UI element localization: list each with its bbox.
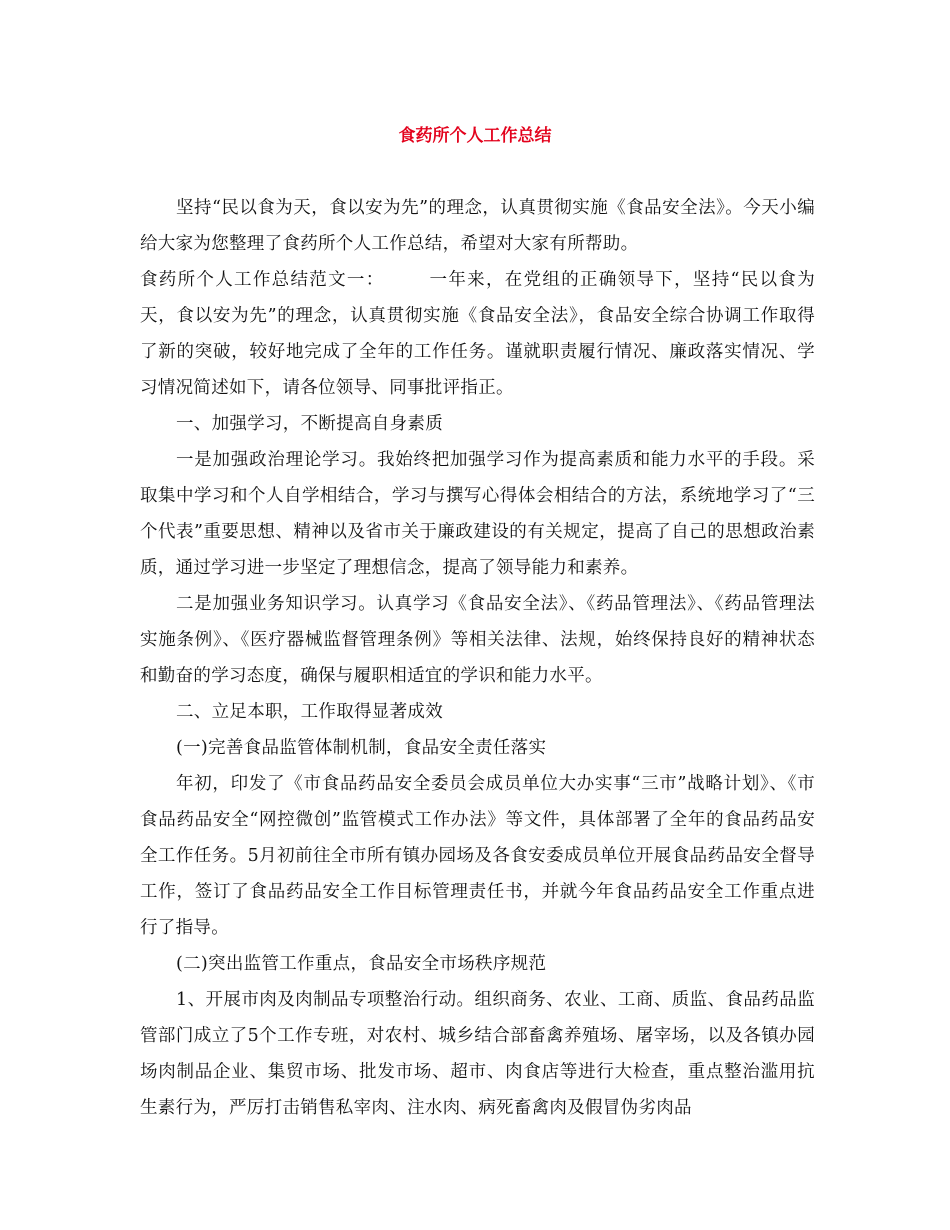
sample-paragraph bbox=[140, 262, 815, 406]
section1-paragraph-1: 一是加强政治理论学习。我始终把加强学习作为提高素质和能力水平的手段。采取集中学习和个人自学相结合，学习与撰写心得体会相结合的方法，系统地学习了“三个代表”重要思想、精神以及省市关于廉政建设的有关规定，提高了自己的思想政治素质，通过学习进一步坚定了理想信念，提高了领导能力和素养。 bbox=[140, 450, 815, 578]
subsection2-paragraph: 1、开展市肉及肉制品专项整治行动。组织商务、农业、工商、质监、食品药品监管部门成立了5个工作专班，对农村、城乡结合部畜禽养殖场、屠宰场，以及各镇办园场肉制品企业、集贸市场、批发市场、超市、肉食店等进行大检查，重点整治滥用抗生素行为，严厉打击销售私宰肉、注水肉、病死畜禽肉及假冒伪劣肉品 bbox=[140, 990, 815, 1118]
section1-paragraph-2: 二是加强业务知识学习。认真学习《食品安全法》、《药品管理法》、《药品管理法实施条例》、《医疗器械监督管理条例》等相关法律、法规，始终保持良好的精神状态和勤奋的学习态度，确保与履职相适宜的学识和能力水平。 bbox=[140, 594, 815, 686]
intro-paragraph: 坚持“民以食为天，食以安为先”的理念，认真贯彻实施《食品安全法》。今天小编给大家为您整理了食药所个人工作总结，希望对大家有所帮助。 bbox=[140, 198, 815, 254]
section1-heading: 一、加强学习，不断提高自身素质 bbox=[176, 414, 443, 434]
sample-heading: 食药所个人工作总结范文一： bbox=[140, 270, 385, 290]
sample-intro: 一年来，在党组的正确领导下，坚持“民以食为天，食以安为先”的理念，认真贯彻实施《食品安全法》，食品安全综合协调工作取得了新的突破，较好地完成了全年的工作任务。谨就职责履行情况、廉政落实情况、学习情况简述如下，请各位领导、同事批评指正。 bbox=[140, 270, 815, 398]
document-body bbox=[140, 190, 815, 1126]
subsection1-paragraph: 年初，印发了《市食品药品安全委员会成员单位大办实事“三市”战略计划》、《市食品药品安全“网控微创”监管模式工作办法》等文件，具体部署了全年的食品药品安全工作任务。5月初前往全市所有镇办园场及各食安委成员单位开展食品药品安全督导工作，签订了食品药品安全工作目标管理责任书，并就今年食品药品安全工作重点进行了指导。 bbox=[140, 774, 815, 938]
subsection2-heading: (二)突出监管工作重点，食品安全市场秩序规范 bbox=[176, 954, 547, 974]
document-title: 食药所个人工作总结 bbox=[398, 126, 552, 146]
subsection1-heading: (一)完善食品监管体制机制，食品安全责任落实 bbox=[176, 738, 547, 758]
section2-heading: 二、立足本职，工作取得显著成效 bbox=[176, 702, 443, 722]
